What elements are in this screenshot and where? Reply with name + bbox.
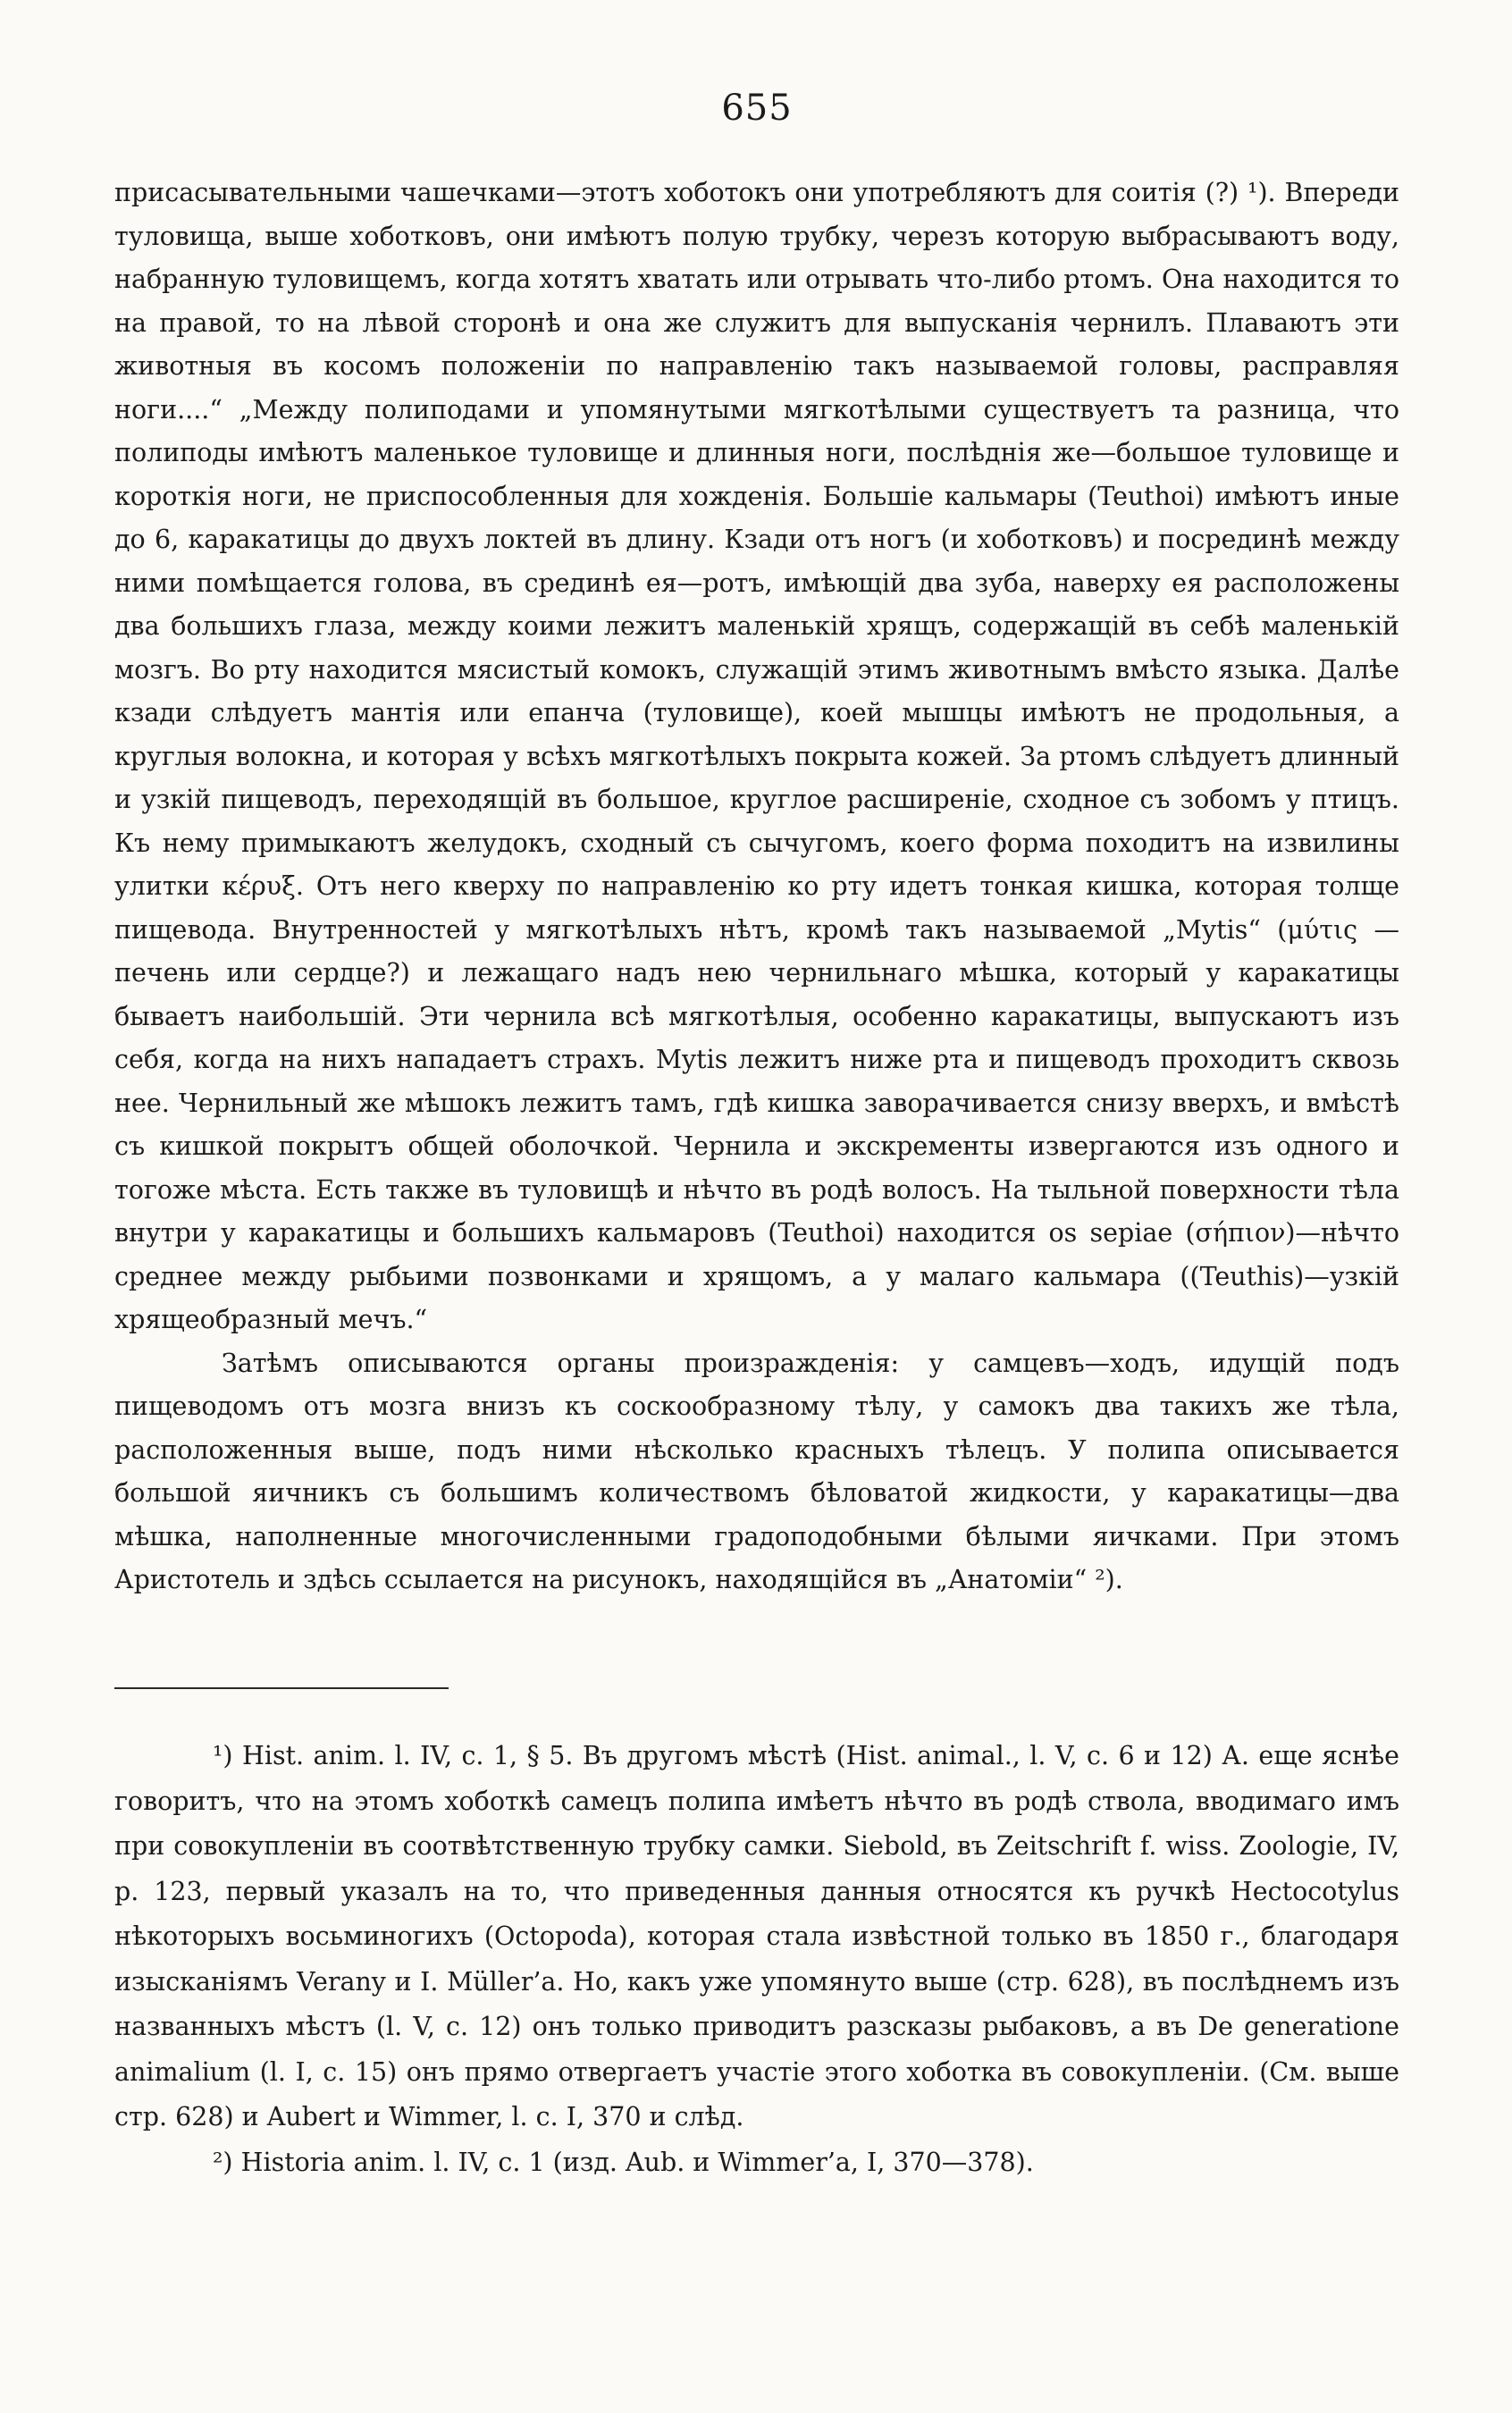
footnote-1: ¹) Hist. anim. l. IV, c. 1, § 5. Въ другомъ мѣстѣ (Hist. animal., l. V, c. 6 и 12) А. еще яснѣе говоритъ, что на этомъ хоботкѣ самецъ полипа имѣетъ нѣчто въ родѣ ствола, вводимаго имъ при совокупленіи въ соотвѣтственную трубку самки. Siebold, въ Zeitschrift f. wiss. Zoologie, IV, p. 123, первый указалъ на то, что приведенныя данныя относятся къ ручкѣ Hectocotylus нѣкоторыхъ восьминогихъ (Octopoda), которая стала извѣстной только въ 1850 г., благодаря изысканіямъ Verany и I. Müller’а. Но, какъ уже упомянуто выше (стр. 628), въ послѣднемъ изъ названныхъ мѣстъ (l. V, c. 12) онъ только приводитъ разсказы рыбаковъ, а въ De generatione animalium (l. I, c. 15) онъ прямо отвергаетъ участіе этого хоботка въ совокупленіи. (См. выше стр. 628) и Aubert и Wimmer, l. c. I, 370 и слѣд. [114, 1741, 1399, 2131]
book-page [114, 0, 1399, 2413]
footnote-2: ²) Historia anim. l. IV, c. 1 (изд. Aub. и Wimmer’а, I, 370—378). [213, 2147, 1034, 2177]
footnote-separator [114, 1687, 449, 1689]
main-text [114, 172, 1399, 1602]
paragraph-reproductive-organs: Затѣмъ описываются органы произражденія: у самцевъ—ходъ, идущій подъ пищеводомъ отъ мозга внизъ къ соскообразному тѣлу, у самокъ два такихъ же тѣла, расположенныя выше, подъ ними нѣсколько красныхъ тѣлецъ. У полипа описывается большой яичникъ съ большимъ количествомъ бѣловатой жидкости, у каракатицы—два мѣшка, наполненные многочисленными градоподобными бѣлыми яичками. При этомъ Аристотель и здѣсь ссылается на рисунокъ, находящійся въ „Анатоміи“ ²). [114, 1348, 1399, 1594]
footnotes [114, 1734, 1399, 2185]
page-number: 655 [721, 88, 793, 129]
paragraph-continued: присасывательными чашечками—этотъ хоботокъ они употребляютъ для соитія (?) ¹). Впереди туловища, выше хоботковъ, они имѣютъ полую трубку, черезъ которую выбрасываютъ воду, набранную туловищемъ, когда хотятъ хватать или отрывать что-либо ртомъ. Она находится то на правой, то на лѣвой сторонѣ и она же служитъ для выпусканія чернилъ. Плаваютъ эти животныя въ косомъ положеніи по направленію такъ называемой головы, расправляя ноги....“ „Между полиподами и упомянутыми мягкотѣлыми существуетъ та разница, что полиподы имѣютъ маленькое туловище и длинныя ноги, послѣднія же—большое туловище и короткія ноги, не приспособленныя для хожденія. Большіе кальмары (Teuthoi) имѣютъ иные до 6, каракатицы до двухъ локтей въ длину. Кзади отъ ногъ (и хоботковъ) и посрединѣ между ними помѣщается голова, въ срединѣ ея—ротъ, имѣющій два зуба, наверху ея расположены два большихъ глаза, между коими лежитъ маленькій хрящъ, содержащій въ себѣ маленькій мозгъ. Во рту находится мясистый комокъ, служащій этимъ животнымъ вмѣсто языка. Далѣе кзади слѣдуетъ мантія или епанча (туловище), коей мышцы имѣютъ не продольныя, а круглыя волокна, и которая у всѣхъ мягкотѣлыхъ покрыта кожей. За ртомъ слѣдуетъ длинный и узкій пищеводъ, переходящій въ большое, круглое расширеніе, сходное съ зобомъ у птицъ. Къ нему примыкаютъ желудокъ, сходный съ сычугомъ, коего форма походитъ на извилины улитки κέρυξ. Отъ него кверху по направленію ко рту идетъ тонкая кишка, которая толще пищевода. Внутренностей у мягкотѣлыхъ нѣтъ, кромѣ такъ называемой „Mytis“ (μύτις —печень или сердце?) и лежащаго надъ нею чернильнаго мѣшка, который у каракатицы бываетъ наибольшій. Эти чернила всѣ мягкотѣлыя, особенно каракатицы, выпускаютъ изъ себя, когда на нихъ нападаетъ страхъ. Mytis лежитъ ниже рта и пищеводъ проходитъ сквозь нее. Чернильный же мѣшокъ лежитъ тамъ, гдѣ кишка заворачивается снизу вверхъ, и вмѣстѣ съ кишкой покрытъ общей оболочкой. Чернила и экскременты извергаются изъ одного и тогоже мѣста. Есть также въ туловищѣ и нѣчто въ родѣ волосъ. На тыльной поверхности тѣла внутри у каракатицы и большихъ кальмаровъ (Teuthoi) находится os sepiae (σήπιον)—нѣчто среднее между рыбьими позвонками и хрящомъ, а у малаго кальмара ((Teuthis)—узкій хрящеобразный мечъ.“ [114, 178, 1399, 1334]
